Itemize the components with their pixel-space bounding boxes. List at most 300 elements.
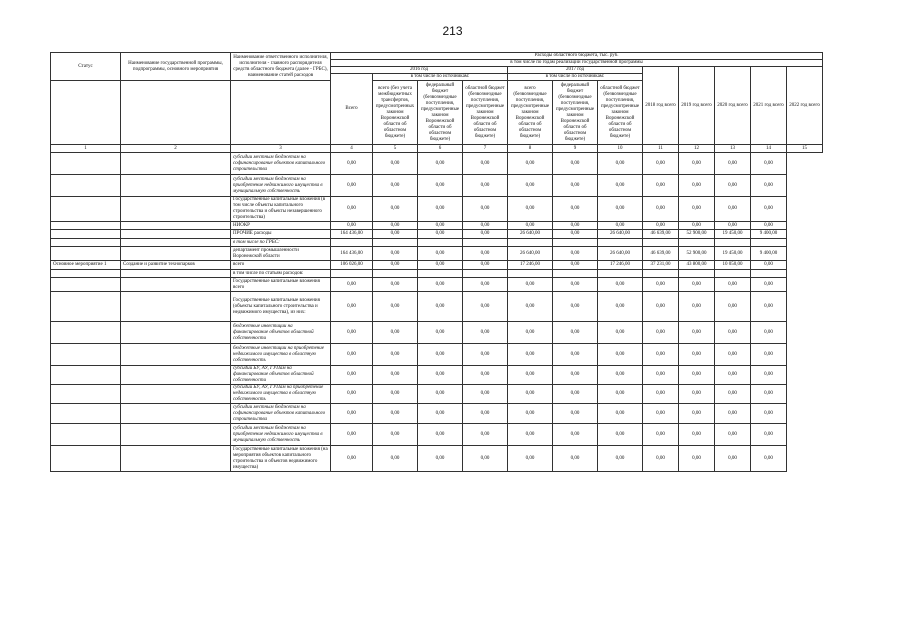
table-row [51,222,823,230]
row-value: 164 436,00 [331,230,373,239]
row-value [508,239,553,247]
header-program-name: Наименование государственной программы, подпрограммы, основного мероприятия [121,53,231,81]
row-value: 0,00 [751,344,787,366]
header-col7: областной бюджет (безвозмездные поступления, предусмотренные законом Воронежской области об областном бюджете) [463,81,508,145]
row-value: 0,00 [331,344,373,366]
row-value: 0,00 [598,278,643,292]
row-program-name [121,366,231,385]
row-value: 0,00 [643,424,679,446]
row-value: 0,00 [373,222,418,230]
row-program-name [121,197,231,222]
row-value [373,270,418,278]
table-row [51,175,823,197]
row-value: 0,00 [418,322,463,344]
row-value: 0,00 [751,404,787,424]
row-value: 46 639,00 [643,230,679,239]
row-item: Государственные капитальные вложения (объекты капитального строительства и недвижимого имущества), из них: [231,292,331,322]
row-value: 0,00 [553,175,598,197]
row-value: 0,00 [373,322,418,344]
header-col9: федеральный бюджет (безвозмездные поступления, предусмотренные законом Воронежской области об областном бюджете) [553,81,598,145]
column-number: 5 [373,145,418,153]
row-value: 19 450,00 [715,230,751,239]
row-value: 0,00 [643,175,679,197]
row-value: 43 800,00 [679,261,715,270]
row-value: 0,00 [751,366,787,385]
header-year-2020: 2020 год всего [715,67,751,145]
row-value: 0,00 [598,197,643,222]
row-value: 0,00 [331,446,373,472]
row-value: 0,00 [418,197,463,222]
row-value: 0,00 [463,247,508,261]
table-row [51,322,823,344]
row-status [51,404,121,424]
row-value: 0,00 [679,446,715,472]
row-value: 0,00 [553,446,598,472]
row-program-name [121,247,231,261]
row-value [643,270,679,278]
row-value: 0,00 [598,322,643,344]
row-program-name [121,385,231,404]
row-value: 0,00 [508,366,553,385]
row-value: 0,00 [508,424,553,446]
row-status [51,446,121,472]
row-item: Государственные капитальные вложения (на мероприятия объектов капитального строительства и объектов недвижимого имущества) [231,446,331,472]
row-status [51,344,121,366]
row-value: 0,00 [598,366,643,385]
column-number: 9 [553,145,598,153]
row-value: 0,00 [463,197,508,222]
row-value: 0,00 [751,261,787,270]
row-value: 0,00 [553,261,598,270]
row-status [51,153,121,175]
column-number: 1 [51,145,121,153]
row-value: 0,00 [418,404,463,424]
row-value: 0,00 [463,385,508,404]
row-program-name [121,270,231,278]
row-item: субсидии БУ, АУ, ГУПам на приобретение недвижимого имущества в областную собственность [231,385,331,404]
row-value: 0,00 [553,322,598,344]
row-value: 0,00 [463,222,508,230]
row-item: субсидии местным бюджетам на софинансирование объектов капитального строительства [231,404,331,424]
row-value: 0,00 [331,278,373,292]
row-value: 106 026,00 [331,261,373,270]
row-value: 0,00 [553,278,598,292]
row-status [51,322,121,344]
row-value: 0,00 [715,424,751,446]
row-value: 0,00 [679,175,715,197]
row-value: 0,00 [463,175,508,197]
table-row [51,446,823,472]
row-value: 0,00 [373,344,418,366]
row-value: 0,00 [373,404,418,424]
row-value: 26 640,00 [598,247,643,261]
row-value: 0,00 [715,344,751,366]
row-status [51,239,121,247]
row-value: 0,00 [331,424,373,446]
table-row [51,385,823,404]
row-value: 0,00 [751,175,787,197]
row-value: 0,00 [418,153,463,175]
row-value: 0,00 [508,197,553,222]
row-value: 17 246,00 [598,261,643,270]
table-row [51,153,823,175]
row-item: Государственные капитальные вложения (в том числе объекты капитального строительства и объекты незавершенного строительства) [231,197,331,222]
row-value: 0,00 [679,404,715,424]
header-executor: Наименование ответственного исполнителя, исполнителя - главного распорядителя средств областного бюджета (далее - ГРБС), наименование статей расходов [231,53,331,81]
row-value: 0,00 [715,175,751,197]
row-value: 26 640,00 [508,230,553,239]
row-value: 0,00 [643,366,679,385]
row-value: 0,00 [598,404,643,424]
row-value: 0,00 [508,278,553,292]
row-value: 26 640,00 [508,247,553,261]
column-number: 4 [331,145,373,153]
row-value: 0,00 [598,424,643,446]
row-item: субсидии местным бюджетам на софинансирование объектов капитального строительства [231,153,331,175]
row-value: 0,00 [679,424,715,446]
row-value: 0,00 [598,222,643,230]
row-status [51,230,121,239]
row-value: 0,00 [373,366,418,385]
row-program-name [121,222,231,230]
row-program-name [121,292,231,322]
row-item: субсидии местным бюджетам на приобретение недвижимого имущества в муниципальную собственность [231,175,331,197]
row-value: 0,00 [463,292,508,322]
row-value [751,239,787,247]
row-value: 0,00 [715,197,751,222]
header-year-2018: 2018 год всего [643,67,679,145]
row-value: 0,00 [553,230,598,239]
row-value [643,239,679,247]
row-value: 0,00 [418,222,463,230]
row-item: ПРОЧИЕ расходы [231,230,331,239]
header-year-2019: 2019 год всего [679,67,715,145]
row-program-name [121,424,231,446]
row-value: 0,00 [463,261,508,270]
row-value: 0,00 [715,153,751,175]
row-value: 0,00 [751,222,787,230]
row-status [51,292,121,322]
row-program-name [121,344,231,366]
row-value [463,270,508,278]
row-value: 0,00 [553,404,598,424]
row-program-name [121,322,231,344]
row-value: 0,00 [715,446,751,472]
row-value: 0,00 [373,278,418,292]
table-row [51,424,823,446]
row-value: 0,00 [598,446,643,472]
row-value: 0,00 [643,385,679,404]
row-program-name [121,404,231,424]
table-row [51,366,823,385]
row-value: 0,00 [751,322,787,344]
row-value: 0,00 [679,278,715,292]
row-value [418,239,463,247]
row-value: 9 400,00 [751,247,787,261]
row-status: Основное мероприятие 1 [51,261,121,270]
row-value: 0,00 [643,278,679,292]
row-value: 0,00 [715,292,751,322]
column-number: 8 [508,145,553,153]
row-item: НИОКР [231,222,331,230]
row-value: 0,00 [751,153,787,175]
row-value: 0,00 [418,446,463,472]
header-year-2017: 2017 год [508,67,643,74]
row-status [51,270,121,278]
row-value: 0,00 [751,278,787,292]
table-row [51,404,823,424]
row-status [51,424,121,446]
row-status [51,366,121,385]
row-value: 0,00 [751,385,787,404]
row-value: 0,00 [679,344,715,366]
row-value: 0,00 [373,247,418,261]
column-number: 7 [463,145,508,153]
row-value: 0,00 [331,175,373,197]
column-number: 10 [598,145,643,153]
row-value: 0,00 [331,153,373,175]
row-value: 0,00 [751,446,787,472]
row-value: 0,00 [598,175,643,197]
row-value [331,270,373,278]
table-row [51,239,823,247]
row-value: 164 436,00 [331,247,373,261]
row-value: 0,00 [418,261,463,270]
row-value: 0,00 [643,344,679,366]
row-value: 0,00 [508,153,553,175]
row-item: бюджетные инвестиции на финансирование объектов областной собственности [231,322,331,344]
table-row [51,261,823,270]
row-value: 0,00 [373,261,418,270]
row-value: 0,00 [463,424,508,446]
row-value: 0,00 [331,385,373,404]
row-value: 0,00 [463,322,508,344]
row-value [751,270,787,278]
row-value: 0,00 [373,446,418,472]
row-value: 0,00 [553,366,598,385]
row-value: 46 639,00 [643,247,679,261]
row-program-name [121,239,231,247]
row-value: 37 231,00 [643,261,679,270]
row-value: 0,00 [679,222,715,230]
row-value: 0,00 [553,385,598,404]
row-value: 0,00 [463,278,508,292]
row-value [598,270,643,278]
table-row [51,230,823,239]
row-value: 10 050,00 [715,261,751,270]
row-value: 0,00 [679,366,715,385]
column-number: 6 [418,145,463,153]
header-status: Статус [51,53,121,81]
row-value: 19 450,00 [715,247,751,261]
row-value: 0,00 [463,404,508,424]
row-value: 0,00 [553,424,598,446]
row-value: 0,00 [418,230,463,239]
row-value [508,270,553,278]
header-year-2016: 2016 год [331,67,508,74]
row-value: 0,00 [373,175,418,197]
row-value: 9 400,00 [751,230,787,239]
row-status [51,175,121,197]
row-value: 0,00 [553,222,598,230]
row-value [463,239,508,247]
column-number: 13 [715,145,751,153]
row-value: 0,00 [508,404,553,424]
row-value: 0,00 [679,153,715,175]
row-value: 0,00 [508,385,553,404]
row-value: 0,00 [508,222,553,230]
row-item: субсидии местным бюджетам на приобретение недвижимого имущества в муниципальную собственность [231,424,331,446]
row-item: в том числе по ГРБС: [231,239,331,247]
row-value: 0,00 [751,292,787,322]
row-status [51,278,121,292]
column-number: 15 [787,145,823,153]
row-value: 0,00 [331,222,373,230]
row-value [715,239,751,247]
header-col6: федеральный бюджет (безвозмездные поступления, предусмотренные законом Воронежской области об областном бюджете) [418,81,463,145]
page-number: 213 [442,24,463,38]
row-value: 0,00 [508,322,553,344]
row-value: 0,00 [553,292,598,322]
row-status [51,222,121,230]
row-value: 0,00 [598,385,643,404]
row-value: 0,00 [331,366,373,385]
row-value: 0,00 [418,247,463,261]
row-value: 0,00 [553,197,598,222]
row-value: 0,00 [463,230,508,239]
row-value: 0,00 [715,366,751,385]
row-program-name [121,446,231,472]
row-value: 0,00 [463,366,508,385]
header-total: Всего [331,74,373,145]
row-value: 0,00 [715,222,751,230]
row-value: 0,00 [643,292,679,322]
row-value: 0,00 [679,322,715,344]
budget-table [50,52,823,472]
table-row [51,247,823,261]
row-item: бюджетные инвестиции на приобретение недвижимого имущества в областную собственность [231,344,331,366]
table-row [51,270,823,278]
row-value: 0,00 [373,197,418,222]
row-value: 0,00 [463,153,508,175]
header-col8: всего (безвозмездные поступления, предусмотренные законом Воронежской области об областном бюджете) [508,81,553,145]
header-col5: всего (без учета межбюджетных трансфертов, предусмотренных законом Воронежской области об областном бюджете) [373,81,418,145]
header-year-2022: 2022 год всего [787,67,823,145]
row-status [51,197,121,222]
row-status [51,385,121,404]
header-incl-2016: в том числе по источникам: [373,74,508,81]
row-value: 0,00 [679,385,715,404]
row-value: 0,00 [508,446,553,472]
row-value: 0,00 [418,385,463,404]
row-value: 52 900,00 [679,247,715,261]
row-value: 17 246,00 [508,261,553,270]
row-value: 0,00 [373,292,418,322]
row-value: 0,00 [598,153,643,175]
row-value: 0,00 [508,292,553,322]
table-row [51,197,823,222]
row-item: Государственные капитальные вложения всего [231,278,331,292]
header-expenses-title: Расходы областного бюджета, тыс. руб. [331,53,823,60]
row-item: всего [231,261,331,270]
row-item: департамент промышленности Воронежской области [231,247,331,261]
row-value: 0,00 [679,292,715,322]
row-value: 0,00 [643,322,679,344]
row-value [715,270,751,278]
row-program-name: Создание и развитие технопарков [121,261,231,270]
header-incl-2017: в том числе по источникам: [508,74,643,81]
row-value: 0,00 [751,424,787,446]
row-value: 52 900,00 [679,230,715,239]
column-number: 12 [679,145,715,153]
row-value [679,239,715,247]
row-value: 0,00 [679,197,715,222]
row-value: 0,00 [715,278,751,292]
header-col10: областной бюджет (безвозмездные поступления, предусмотренные законом Воронежской области об областном бюджете) [598,81,643,145]
row-value: 0,00 [643,404,679,424]
row-program-name [121,278,231,292]
column-number: 3 [231,145,331,153]
row-program-name [121,153,231,175]
row-value [679,270,715,278]
row-value: 0,00 [715,385,751,404]
row-item: в том числе по статьям расходов: [231,270,331,278]
row-value: 0,00 [508,344,553,366]
row-value: 0,00 [715,404,751,424]
row-value: 0,00 [418,424,463,446]
row-value: 0,00 [418,278,463,292]
row-value: 0,00 [715,322,751,344]
header-expenses-sub: в том числе по годам реализации государственной программы [331,60,823,67]
row-value [331,239,373,247]
row-value: 0,00 [373,153,418,175]
row-value: 0,00 [331,292,373,322]
row-value: 0,00 [418,344,463,366]
row-item: субсидии БУ, АУ, ГУПам на финансирование объектов областной собственности [231,366,331,385]
table-row [51,278,823,292]
row-value [418,270,463,278]
row-value: 0,00 [553,344,598,366]
row-value: 0,00 [598,292,643,322]
row-value: 0,00 [508,175,553,197]
row-value [553,239,598,247]
row-value: 0,00 [751,197,787,222]
row-value: 0,00 [643,222,679,230]
table-row [51,344,823,366]
row-status [51,247,121,261]
row-value: 0,00 [463,446,508,472]
row-value: 0,00 [643,153,679,175]
row-value: 0,00 [553,247,598,261]
row-value: 0,00 [418,292,463,322]
column-number: 11 [643,145,679,153]
row-value: 0,00 [643,197,679,222]
header-year-2021: 2021 год всего [751,67,787,145]
row-value: 0,00 [331,197,373,222]
row-value: 0,00 [643,446,679,472]
row-value: 26 640,00 [598,230,643,239]
row-value: 0,00 [418,366,463,385]
row-value: 0,00 [463,344,508,366]
row-value: 0,00 [373,385,418,404]
row-value: 0,00 [418,175,463,197]
row-value: 0,00 [373,424,418,446]
row-value: 0,00 [331,322,373,344]
row-value [553,270,598,278]
row-value: 0,00 [598,344,643,366]
column-number: 2 [121,145,231,153]
column-number: 14 [751,145,787,153]
